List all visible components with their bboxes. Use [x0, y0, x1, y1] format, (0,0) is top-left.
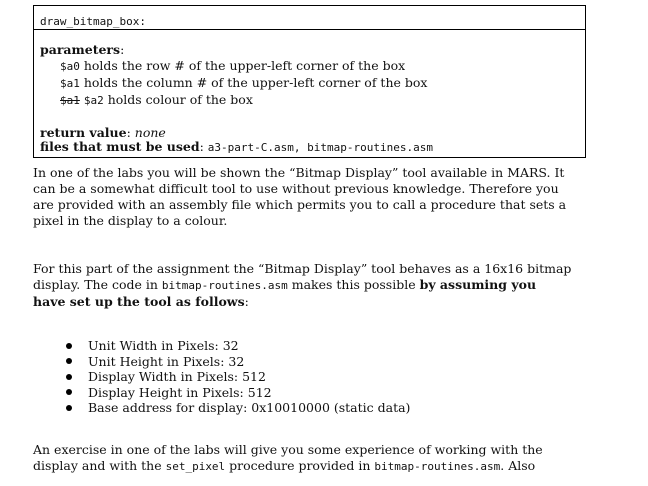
- setup-line: For this part of the assignment the “Bitmap Display” tool behaves as a 16x16 bitmap: [33, 261, 572, 276]
- inline-code: bitmap-routines.asm: [161, 279, 288, 292]
- intro-paragraph: [33, 165, 593, 229]
- exercise-line: display and with the set_pixel procedure provided in bitmap-routines.asm. Also: [33, 458, 536, 473]
- param-a1: [40, 75, 427, 92]
- setup-line: have set up the tool as follows:: [33, 294, 249, 309]
- bullet-icon: [66, 405, 72, 411]
- files-label: files that must be used: [40, 139, 200, 154]
- setup-line: display. The code in bitmap-routines.asm makes this possible by assuming you: [33, 277, 537, 292]
- param-a2: [40, 92, 427, 109]
- inline-code: set_pixel: [165, 460, 226, 473]
- param-register: $a1: [60, 77, 80, 90]
- intro-line: pixel in the display to a colour.: [33, 213, 228, 228]
- list-item: Base address for display: 0x10010000 (static data): [66, 400, 410, 416]
- bullet-icon: [66, 374, 72, 380]
- struck-register: $a1: [60, 94, 80, 107]
- spec-body: [40, 42, 427, 141]
- param-a0: [40, 58, 427, 75]
- settings-list: [66, 338, 410, 416]
- files-line: files that must be used: a3-part-C.asm, bitmap-routines.asm: [40, 139, 433, 154]
- intro-line: can be a somewhat difficult tool to use without previous knowledge. Therefore you: [33, 181, 559, 196]
- intro-line: In one of the labs you will be shown the “Bitmap Display” tool available in MARS. It: [33, 165, 565, 180]
- bullet-icon: [66, 358, 72, 364]
- exercise-paragraph: [33, 442, 593, 475]
- parameters-heading: parameters:: [40, 42, 125, 57]
- exercise-line: An exercise in one of the labs will give you some experience of working with the: [33, 442, 543, 457]
- inline-code: bitmap-routines.asm: [374, 460, 501, 473]
- param-description: holds colour of the box: [103, 92, 253, 107]
- bullet-icon: [66, 343, 72, 349]
- list-item: Display Width in Pixels: 512: [66, 369, 410, 385]
- list-item: Unit Height in Pixels: 32: [66, 354, 410, 370]
- return-value: none: [134, 125, 166, 140]
- param-register: $a0: [60, 60, 80, 73]
- return-label: return value: [40, 125, 127, 140]
- return-value-line: return value: none: [40, 125, 166, 140]
- procedure-name-header: [34, 6, 585, 30]
- bold-text: have set up the tool as follows: [33, 294, 245, 309]
- list-item: Unit Width in Pixels: 32: [66, 338, 410, 354]
- procedure-spec-box: [33, 5, 586, 158]
- files-list: a3-part-C.asm, bitmap-routines.asm: [207, 141, 433, 154]
- parameters-label: parameters: [40, 42, 121, 57]
- list-item: Display Height in Pixels: 512: [66, 385, 410, 401]
- intro-line: are provided with an assembly file which permits you to call a procedure that sets a: [33, 197, 567, 212]
- bullet-icon: [66, 389, 72, 395]
- param-description: holds the row # of the upper-left corner of the box: [79, 58, 406, 73]
- param-description: holds the column # of the upper-left corner of the box: [79, 75, 428, 90]
- setup-paragraph: [33, 261, 593, 310]
- param-register: $a2: [83, 94, 104, 107]
- bold-text: by assuming you: [419, 277, 537, 292]
- procedure-name: draw_bitmap_box:: [40, 15, 146, 28]
